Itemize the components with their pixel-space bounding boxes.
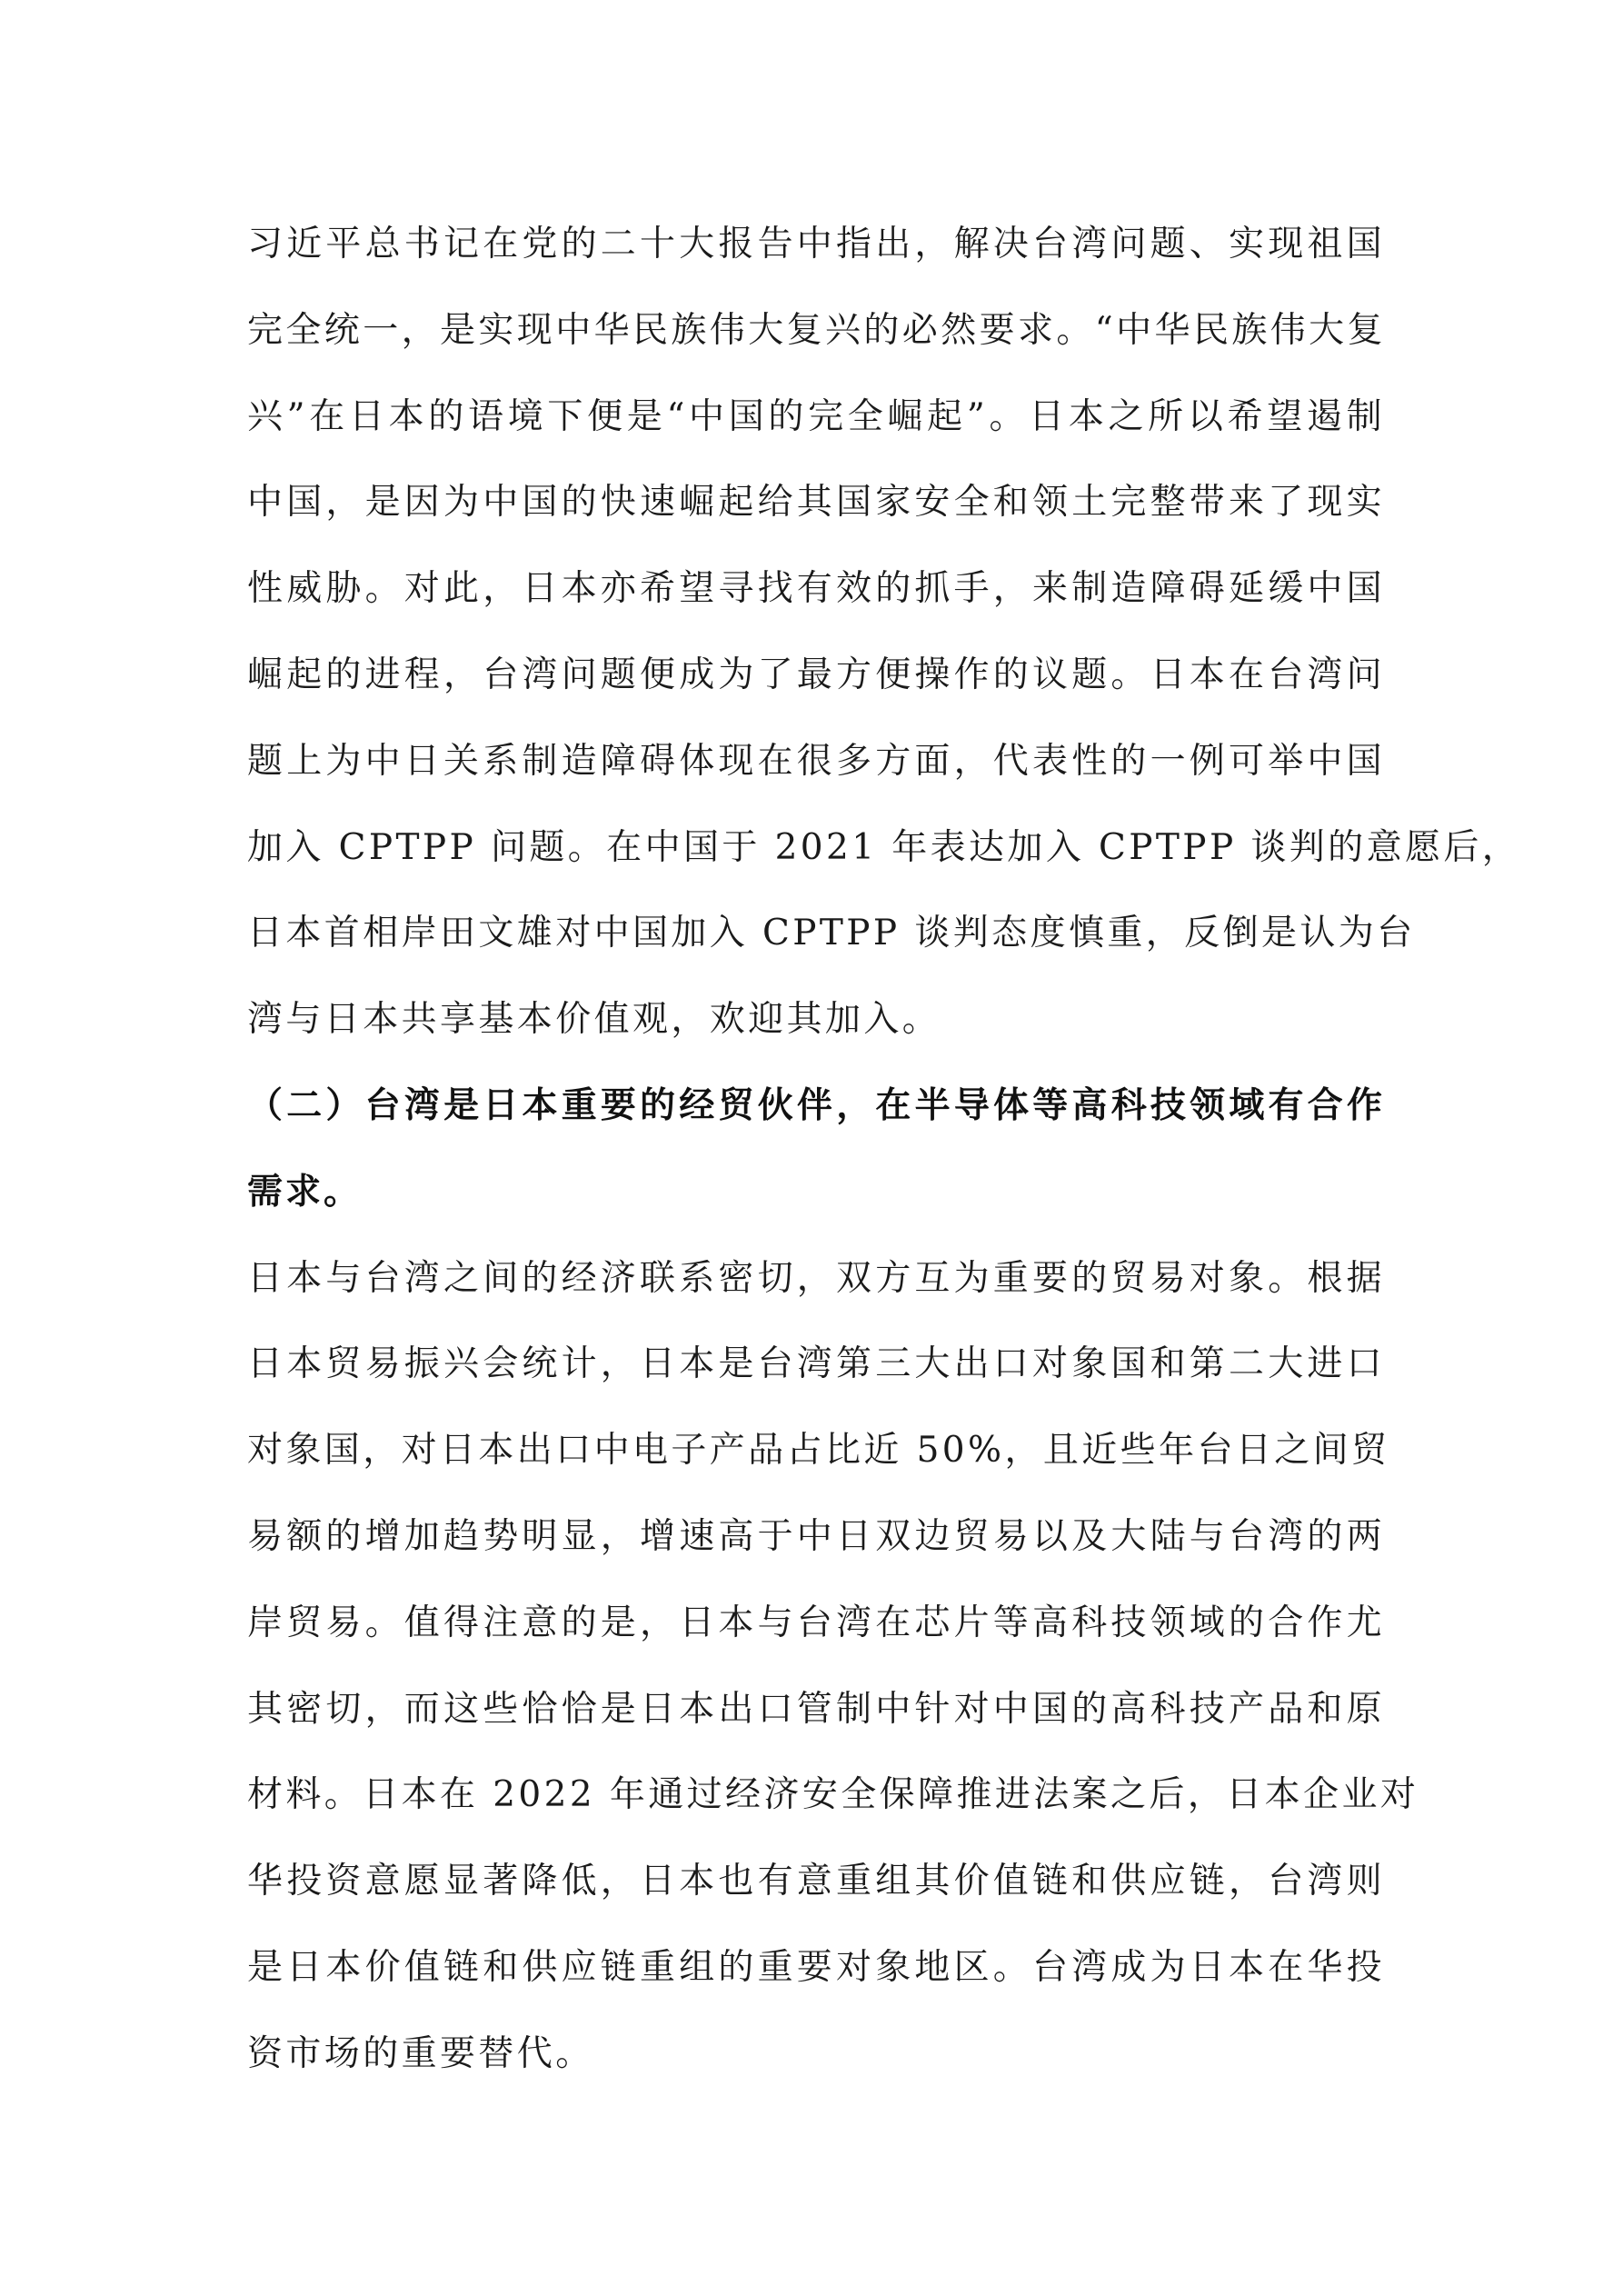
- text-line: 华投资意愿显著降低，日本也有意重组其价值链和供应链，台湾则: [247, 1861, 1385, 1902]
- text-line: 材料。日本在 2022 年通过经济安全保障推进法案之后，日本企业对: [247, 1774, 1419, 1816]
- text-line: 岸贸易。值得注意的是，日本与台湾在芯片等高科技领域的合作尤: [247, 1602, 1385, 1643]
- text-line: 崛起的进程，台湾问题便成为了最方便操作的议题。日本在台湾问: [247, 654, 1385, 695]
- text-line: 对象国，对日本出口中电子产品占比近 50%，且近些年台日之间贸: [247, 1430, 1390, 1472]
- paragraph-taiwan-issue: [247, 202, 1521, 1063]
- text-line: 资市场的重要替代。: [247, 2032, 594, 2074]
- text-line: 是日本价值链和供应链重组的重要对象地区。台湾成为日本在华投: [247, 1946, 1385, 1988]
- paragraph-economic-ties: [247, 1236, 1419, 2098]
- text-line: 日本首相岸田文雄对中国加入 CPTPP 谈判态度慎重，反倒是认为台: [247, 913, 1416, 954]
- document-body: [247, 202, 1521, 2098]
- text-line: 湾与日本共享基本价值观，欢迎其加入。: [247, 999, 941, 1041]
- text-line: 题上为中日关系制造障碍体现在很多方面，代表性的一例可举中国: [247, 740, 1385, 782]
- text-line: 习近平总书记在党的二十大报告中指出，解决台湾问题、实现祖国: [247, 224, 1385, 265]
- text-line: 兴”在日本的语境下便是“中国的完全崛起”。日本之所以希望遏制: [247, 395, 1385, 437]
- text-line: 性威胁。对此，日本亦希望寻找有效的抓手，来制造障碍延缓中国: [247, 568, 1385, 610]
- text-line: 其密切，而这些恰恰是日本出口管制中针对中国的高科技产品和原: [247, 1688, 1385, 1730]
- text-line: 易额的增加趋势明显，增速高于中日双边贸易以及大陆与台湾的两: [247, 1515, 1385, 1557]
- text-line: 日本与台湾之间的经济联系密切，双方互为重要的贸易对象。根据: [247, 1257, 1385, 1299]
- text-line: 完全统一，是实现中华民族伟大复兴的必然要求。“中华民族伟大复: [247, 309, 1386, 351]
- heading-line: （二）台湾是日本重要的经贸伙伴，在半导体等高科技领域有合作: [247, 1084, 1385, 1126]
- section-heading: [247, 1063, 1385, 1236]
- text-line: 加入 CPTPP 问题。在中国于 2021 年表达加入 CPTPP 谈判的意愿后，: [247, 826, 1521, 868]
- text-line: 中国，是因为中国的快速崛起给其国家安全和领土完整带来了现实: [247, 482, 1385, 524]
- text-line: 日本贸易振兴会统计，日本是台湾第三大出口对象国和第二大进口: [247, 1343, 1385, 1385]
- heading-line: 需求。: [247, 1171, 363, 1213]
